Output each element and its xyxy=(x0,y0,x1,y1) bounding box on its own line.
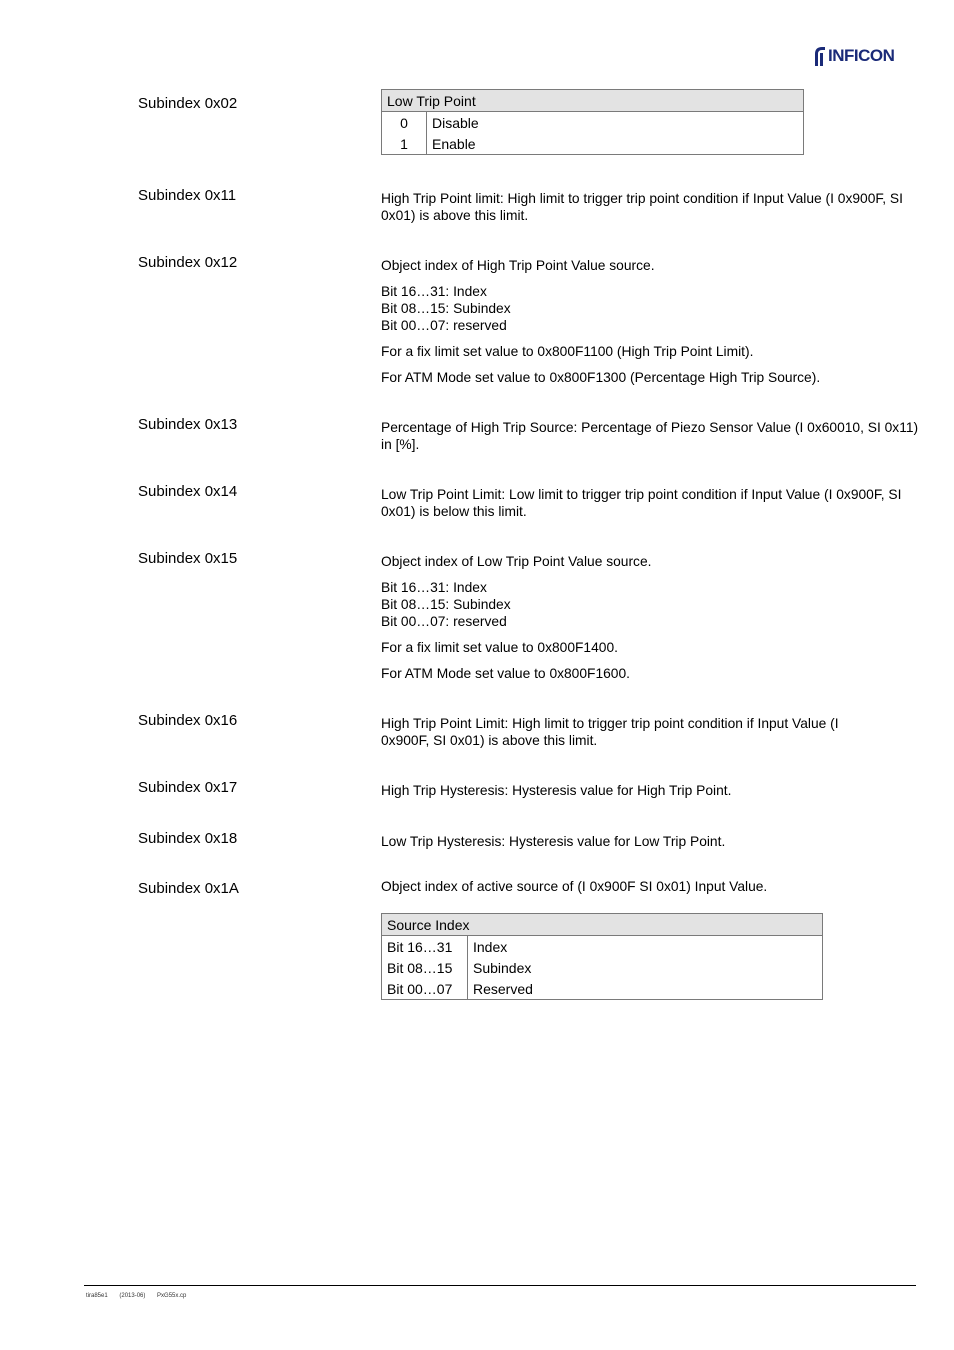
bit-list xyxy=(381,579,921,630)
table-cell-value: Enable xyxy=(427,133,804,155)
section-label: Subindex 0x17 xyxy=(138,779,238,796)
intro-text: Object index of Low Trip Point Value source. xyxy=(381,554,652,569)
logo-text: INFICON xyxy=(828,46,895,65)
table-cell-key: 0 xyxy=(382,112,427,134)
atm-mode-text: For ATM Mode set value to 0x800F1600. xyxy=(381,666,630,681)
bit-line: Bit 16…31: Index xyxy=(381,284,487,299)
table-cell-value: Reserved xyxy=(468,978,823,1000)
section-label: Subindex 0x18 xyxy=(138,830,238,847)
section-label: Subindex 0x02 xyxy=(138,95,238,112)
section-text: Percentage of High Trip Source: Percentage of Piezo Sensor Value (I 0x60010, SI 0x11) in [%]. xyxy=(381,420,919,452)
bit-line: Bit 08…15: Subindex xyxy=(381,597,511,612)
intro-text: Object index of High Trip Point Value source. xyxy=(381,258,655,273)
inficon-logo-mark-icon xyxy=(812,45,826,67)
bit-list xyxy=(381,283,921,334)
section-text: High Trip Point limit: High limit to trigger trip point condition if Input Value (I 0x900F, SI 0x01) is above this limit. xyxy=(381,191,903,223)
section-label: Subindex 0x11 xyxy=(138,187,237,204)
inficon-logo xyxy=(812,44,894,68)
footer-file: PxG55x.cp xyxy=(157,1293,187,1299)
source-index-table xyxy=(381,913,823,1000)
table-cell-value: Index xyxy=(468,936,823,958)
low-trip-point-table xyxy=(381,89,804,155)
section-text xyxy=(381,257,921,395)
section-label: Subindex 0x15 xyxy=(138,550,238,567)
section-label: Subindex 0x13 xyxy=(138,416,238,433)
table-cell-key: 1 xyxy=(382,133,427,155)
section-text: Low Trip Point Limit: Low limit to trigger trip point condition if Input Value (I 0x900F, SI 0x01) is below this limit. xyxy=(381,487,902,519)
section-text xyxy=(381,553,921,691)
section-label: Subindex 0x14 xyxy=(138,483,238,500)
footer-doc-id: tira85e1 xyxy=(86,1293,108,1299)
table-header: Source Index xyxy=(382,914,823,936)
bit-line: Bit 08…15: Subindex xyxy=(381,301,511,316)
footer xyxy=(86,1293,196,1299)
table-cell-value: Disable xyxy=(427,112,804,134)
section-label: Subindex 0x1A xyxy=(138,880,239,897)
table-header: Low Trip Point xyxy=(382,90,804,112)
footer-date: (2013-06) xyxy=(119,1293,146,1299)
table-cell-key: Bit 08…15 xyxy=(382,957,468,978)
fix-limit-text: For a fix limit set value to 0x800F1400. xyxy=(381,640,618,655)
section-label: Subindex 0x16 xyxy=(138,712,238,729)
section-label: Subindex 0x12 xyxy=(138,254,238,271)
bit-line: Bit 16…31: Index xyxy=(381,580,487,595)
bit-line: Bit 00…07: reserved xyxy=(381,614,507,629)
table-cell-key: Bit 16…31 xyxy=(382,936,468,958)
section-text: High Trip Hysteresis: Hysteresis value for High Trip Point. xyxy=(381,783,732,798)
atm-mode-text: For ATM Mode set value to 0x800F1300 (Percentage High Trip Source). xyxy=(381,370,821,385)
fix-limit-text: For a fix limit set value to 0x800F1100 (High Trip Point Limit). xyxy=(381,344,754,359)
table-cell-key: Bit 00…07 xyxy=(382,978,468,1000)
table-cell-value: Subindex xyxy=(468,957,823,978)
footer-divider xyxy=(84,1285,916,1286)
section-text: Object index of active source of (I 0x900F SI 0x01) Input Value. xyxy=(381,879,768,894)
bit-line: Bit 00…07: reserved xyxy=(381,318,507,333)
section-text: High Trip Point Limit: High limit to trigger trip point condition if Input Value (I 0x900F, SI 0x01) is above this limit. xyxy=(381,716,839,748)
section-text: Low Trip Hysteresis: Hysteresis value for Low Trip Point. xyxy=(381,834,726,849)
